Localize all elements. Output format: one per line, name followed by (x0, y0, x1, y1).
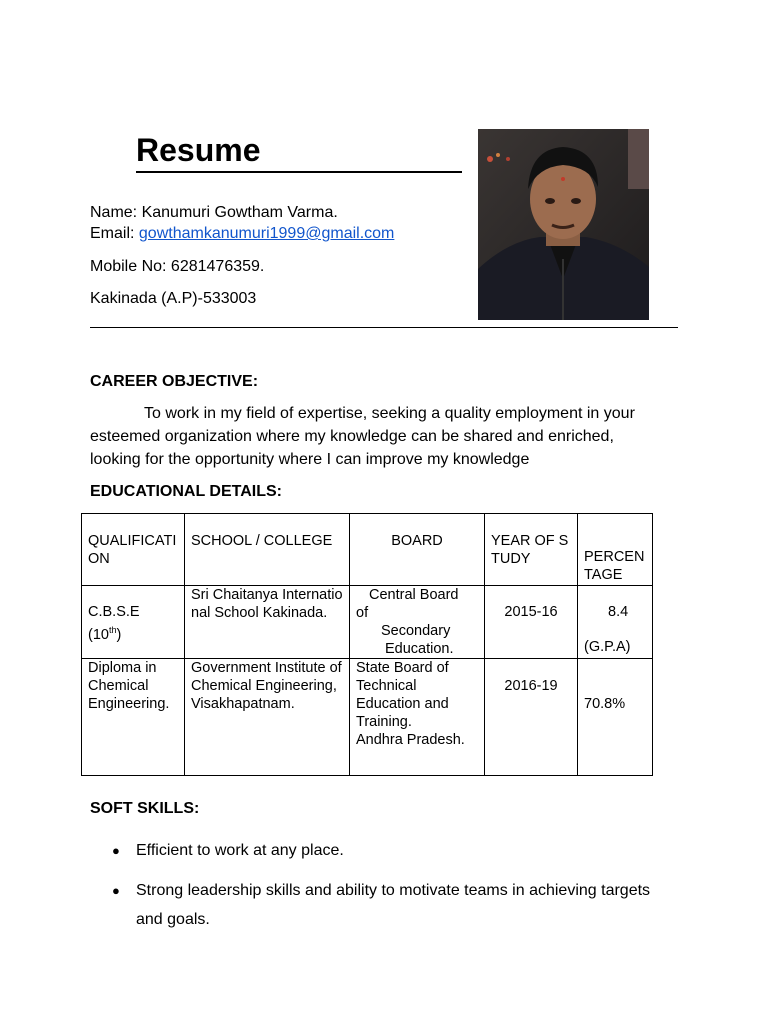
address-line: Kakinada (A.P)-533003 (90, 290, 257, 307)
profile-photo (478, 129, 649, 320)
percentage-value: 8.4 (608, 604, 629, 620)
header-divider (90, 327, 678, 328)
header-board: BOARD (350, 514, 485, 586)
table-header-row (82, 514, 653, 586)
grade-superscript: th (108, 625, 117, 635)
educational-details-heading: EDUCATIONAL DETAILS: (90, 483, 282, 500)
soft-skills-list (112, 836, 672, 934)
cell-qualification (82, 586, 185, 659)
mobile-line: Mobile No: 6281476359. (90, 258, 265, 275)
board-line-2: of (356, 605, 369, 621)
board-line-2: Andhra Pradesh. (356, 732, 465, 748)
cell-percentage: 70.8% (578, 659, 653, 776)
board-line-3: Secondary (381, 623, 451, 639)
qualification-grade (88, 621, 178, 644)
name-line: Name: Kanumuri Gowtham Varma. (90, 204, 338, 221)
cell-percentage (578, 586, 653, 659)
education-table (81, 513, 653, 776)
grade-prefix: (10 (88, 626, 109, 643)
grade-suffix: ) (116, 626, 122, 643)
page-title: Resume (136, 132, 261, 168)
table-row (82, 586, 653, 659)
qualification-text: C.B.S.E (88, 604, 140, 620)
list-item (112, 836, 672, 865)
table-row (82, 659, 653, 776)
header-percentage: PERCENTAGE (578, 514, 653, 586)
email-line (90, 224, 394, 244)
email-label: Email: (90, 225, 139, 242)
cell-year: 2015-16 (485, 586, 578, 659)
career-objective-text (90, 402, 660, 471)
skill-text: Efficient to work at any place. (136, 842, 344, 859)
cell-board (350, 586, 485, 659)
board-line-1: State Board of Technical Education and Training. (356, 660, 449, 730)
skill-text: Strong leadership skills and ability to motivate teams in achieving targets and goals. (136, 882, 651, 928)
bullet-icon: ● (112, 883, 120, 898)
list-item (112, 876, 672, 934)
cell-year: 2016-19 (485, 659, 578, 776)
board-line-4: Education. (385, 641, 454, 657)
email-link[interactable]: gowthamkanumuri1999@gmail.com (138, 225, 395, 242)
title-underline (136, 131, 462, 173)
board-line-1: Central Board (369, 587, 459, 603)
header-school: SCHOOL / COLLEGE (185, 514, 350, 586)
header-year: YEAR OF STUDY (485, 514, 578, 586)
career-objective-body: To work in my field of expertise, seeking a quality employment in your esteemed organization where my knowledge can be shared and enriched, looking for the opportunity where I can improve my knowledge (90, 405, 635, 468)
header-qualification: QUALIFICATION (82, 514, 185, 586)
cell-qualification: Diploma in Chemical Engineering. (82, 659, 185, 776)
soft-skills-heading: SOFT SKILLS: (90, 800, 200, 817)
career-objective-heading: CAREER OBJECTIVE: (90, 373, 259, 390)
cell-school: Government Institute of Chemical Engineering, Visakhapatnam. (185, 659, 350, 776)
percentage-note: (G.P.A) (584, 639, 631, 655)
bullet-icon: ● (112, 843, 120, 858)
cell-school: Sri Chaitanya International School Kakinada. (185, 586, 350, 659)
cell-board (350, 659, 485, 776)
